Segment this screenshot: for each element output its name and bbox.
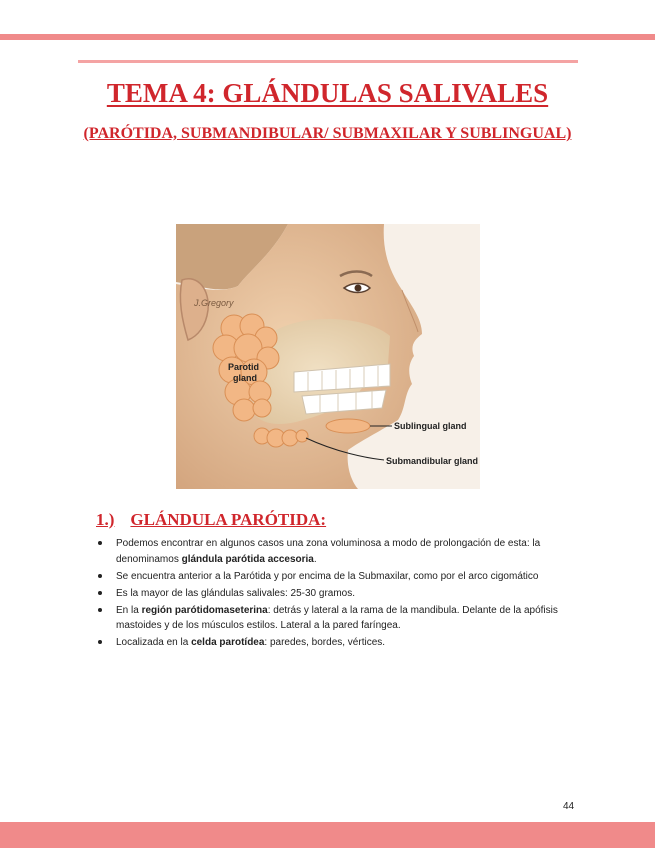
title-divider: [78, 60, 578, 63]
page-title: TEMA 4: GLÁNDULAS SALIVALES: [106, 78, 549, 108]
bullet-item: Se encuentra anterior a la Parótida y por encima de la Submaxilar, como por el arco cigomático: [98, 569, 580, 585]
bullet-item: En la región parótidomaseterina: detrás y lateral a la rama de la mandibula. Delante de la apófisis mastoides y de los músculos estilos. Lateral a la pared faríngea.: [98, 603, 580, 634]
bullet-item: Localizada en la celda parotídea: paredes, bordes, vértices.: [98, 635, 580, 651]
top-color-band: [0, 34, 655, 40]
submandibular-gland-label: Submandibular gland: [386, 456, 479, 466]
salivary-glands-illustration: [176, 224, 480, 489]
section-heading: [96, 510, 326, 530]
bullet-item: Es la mayor de las glándulas salivales: 25-30 gramos.: [98, 586, 580, 602]
illustrator-signature: J.Gregory: [194, 298, 234, 308]
bottom-color-band: [0, 822, 655, 848]
parotid-label-line2: gland: [233, 373, 257, 383]
parotid-label-line1: Parotid: [228, 362, 260, 372]
bullet-item: Podemos encontrar en algunos casos una zona voluminosa a modo de prolongación de esta: la denominamos glándula parótida accesoria.: [98, 536, 580, 567]
section-number: 1.): [96, 510, 115, 529]
bullet-list: [98, 536, 580, 652]
page-number: 44: [563, 801, 575, 812]
sublingual-gland-label: Sublingual gland: [394, 421, 467, 431]
section-title: GLÁNDULA PARÓTIDA:: [130, 510, 327, 529]
page-subtitle: (PARÓTIDA, SUBMANDIBULAR/ SUBMAXILAR Y SUBLINGUAL): [83, 125, 572, 142]
